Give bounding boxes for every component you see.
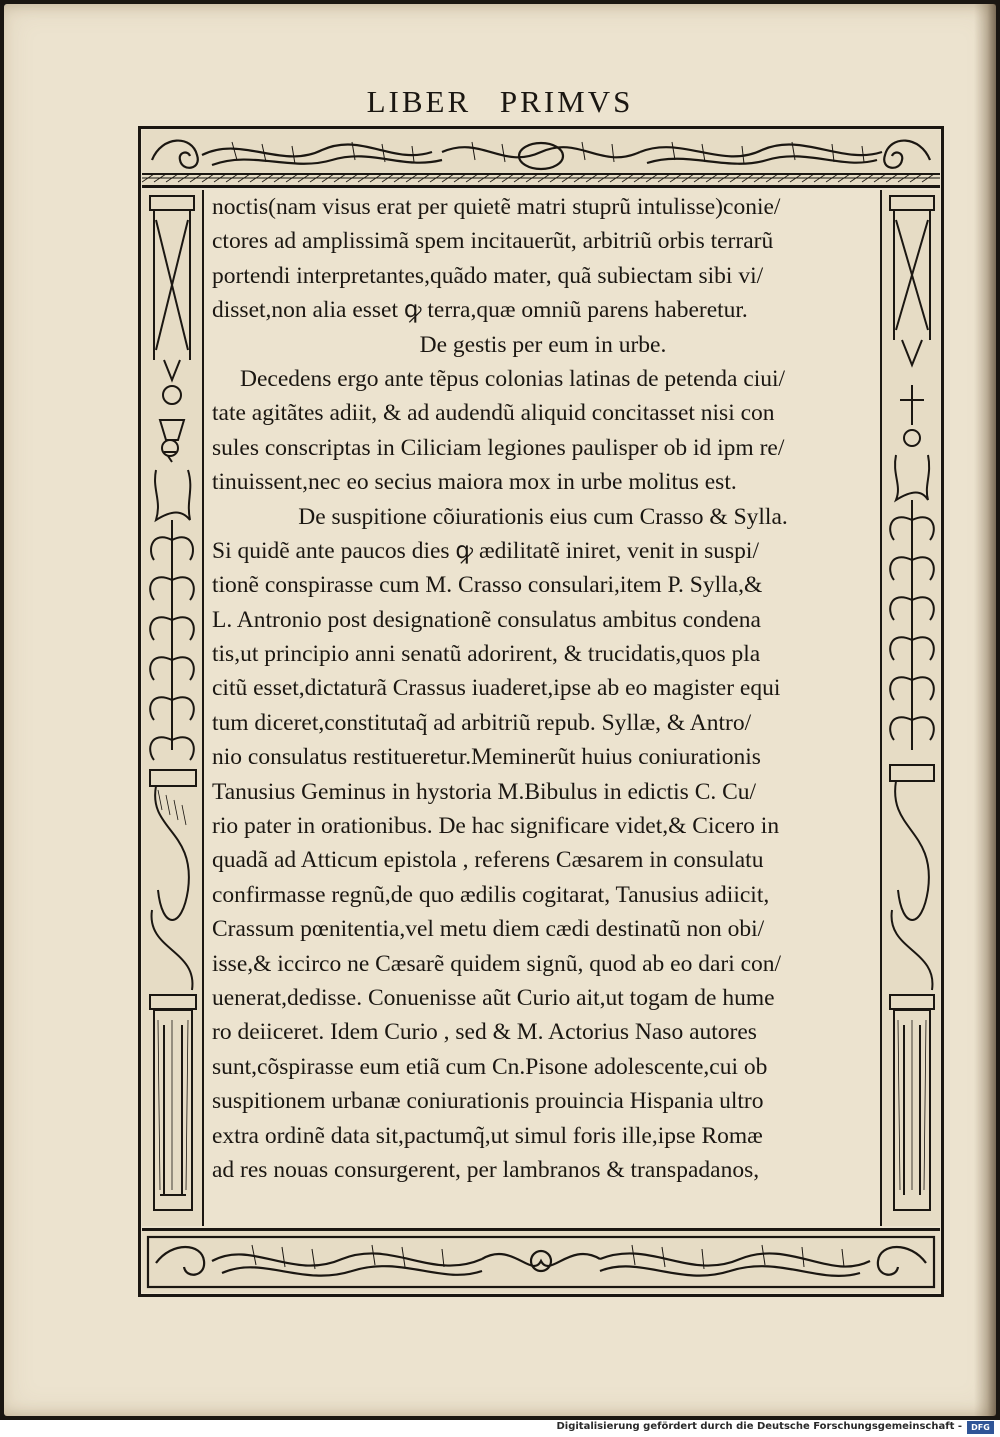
left-column-ornament <box>142 190 204 1226</box>
text-line: Si quidẽ ante paucos dies ꝙ ædilitatẽ iniret, venit in suspi/ <box>212 537 759 564</box>
text-line: nio consulatus restitueretur.Meminerũt huius coniurationis <box>212 744 761 771</box>
top-scroll-ornament <box>142 130 940 188</box>
section-heading: De suspitione cõiurationis eius cum Crasso & Sylla. <box>298 503 788 530</box>
text-line: ad res nouas consurgerent, per lambranos & transpadanos, <box>212 1156 760 1183</box>
text-line: Crassum pœnitentia,vel metu diem cædi destinatũ non obi/ <box>212 916 765 943</box>
text-line: ro deiiceret. Idem Curio , sed & M. Actorius Naso autores <box>212 1019 757 1046</box>
text-line: sules conscriptas in Ciliciam legiones paulisper ob id ipm re/ <box>212 434 785 461</box>
text-line: tate agitãtes adiit, & ad audendũ aliquid concitasset nisi con <box>212 400 775 427</box>
dfg-logo: DFG <box>967 1421 994 1434</box>
text-line: citũ esset,dictaturã Crassus iuaderet,ipse ab eo magister equi <box>212 675 781 702</box>
text-line: ctores ad amplissimã spem incitauerũt, arbitriũ orbis terrarũ <box>212 228 774 255</box>
text-line: extra ordinẽ data sit,pactumq̃,ut simul foris ille,ipse Romæ <box>212 1122 763 1149</box>
main-text-block <box>212 190 874 1187</box>
running-head: LIBER PRIMVS <box>366 84 634 119</box>
bottom-scroll-ornament <box>142 1231 940 1293</box>
text-line: tinuissent,nec eo secius maiora mox in urbe molitus est. <box>212 469 737 496</box>
text-line: Decedens ergo ante tẽpus colonias latinas de petenda ciui/ <box>240 365 786 392</box>
right-column-ornament <box>880 190 940 1226</box>
text-line: confirmasse regnũ,de quo ædilis cogitarat, Tanusius adiicit, <box>212 881 770 908</box>
text-line: tum diceret,constitutaq̃ ad arbitriũ repub. Syllæ, & Antro/ <box>212 709 752 736</box>
text-line: disset,non alia esset ꝙ terra,quæ omniũ parens haberetur. <box>212 297 748 324</box>
text-line: tionẽ conspirasse cum M. Crasso consulari,item P. Sylla,& <box>212 572 763 599</box>
page-edge-shadow <box>974 4 996 1416</box>
text-line: Tanusius Geminus in hystoria M.Bibulus in edictis C. Cu/ <box>212 778 757 805</box>
text-line: rio pater in orationibus. De hac significare videt,& Cicero in <box>212 813 780 840</box>
text-line: portendi interpretantes,quãdo mater, quã subiectam sibi vi/ <box>212 262 764 289</box>
text-line: sunt,cõspirasse eum etiã cum Cn.Pisone adolescente,cui ob <box>212 1053 768 1080</box>
text-line: tis,ut principio anni senatũ adorirent, & trucidatis,quos pla <box>212 641 761 668</box>
funding-notice: Digitalisierung gefördert durch die Deutsche Forschungsgemeinschaft - <box>556 1421 962 1432</box>
text-line: noctis(nam visus erat per quietẽ matri stuprũ intulisse)conie/ <box>212 194 781 220</box>
text-line: uenerat,dedisse. Conuenisse aũt Curio ait,ut togam de hume <box>212 984 775 1011</box>
bottom-ornament-band <box>142 1228 940 1293</box>
left-pillar-woodcut <box>142 190 204 1226</box>
right-pillar-woodcut <box>882 190 940 1226</box>
text-line: isse,& iccirco ne Cæsarẽ quidem signũ, quod ab eo dari con/ <box>212 950 782 977</box>
text-line: quadã ad Atticum epistola , referens Cæsarem in consulatu <box>212 847 764 874</box>
section-heading: De gestis per eum in urbe. <box>419 331 667 358</box>
text-line: L. Antronio post designationẽ consulatus ambitus condena <box>212 606 761 633</box>
text-line: suspitionem urbanæ coniurationis prouincia Hispania ultro <box>212 1088 764 1115</box>
top-ornament-band <box>142 130 940 188</box>
